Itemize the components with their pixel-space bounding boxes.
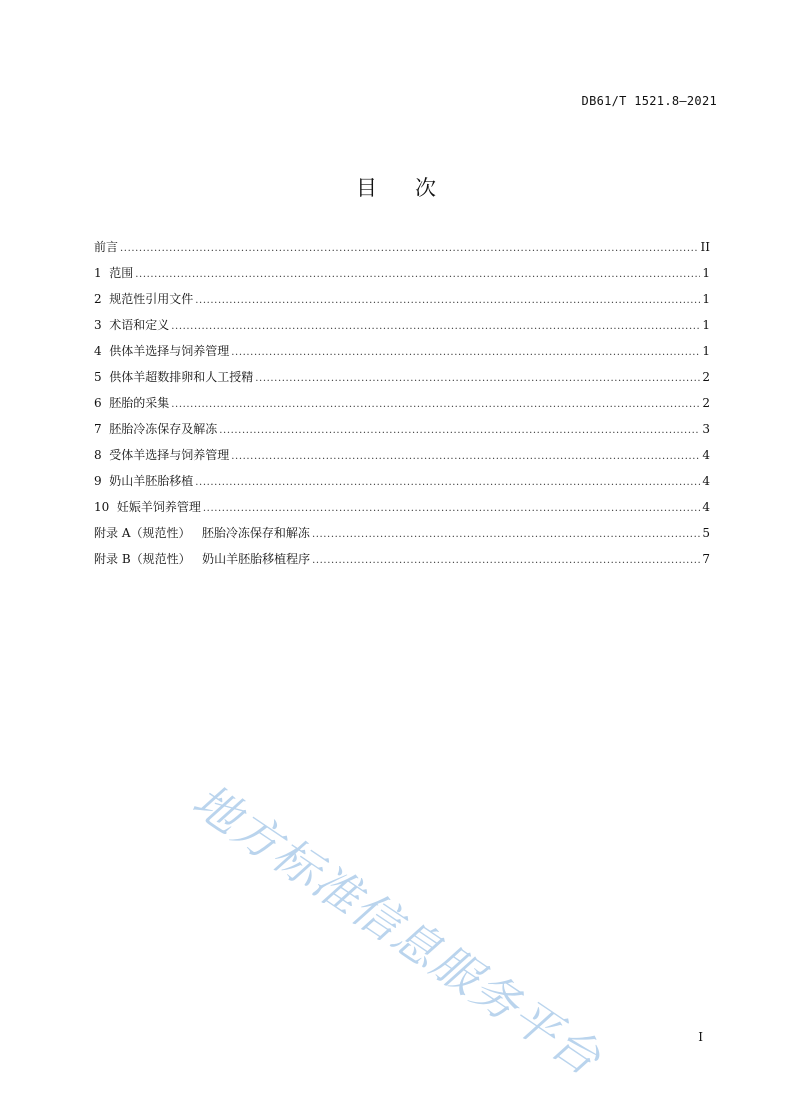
title-char-1: 目: [356, 176, 377, 200]
toc-entry-page: 1: [702, 266, 710, 280]
toc-entry-page: 4: [702, 500, 710, 514]
toc-entry[interactable]: [94, 316, 710, 342]
toc-leader-dots: [255, 373, 700, 384]
toc-entry-page: 1: [702, 318, 710, 332]
toc-entry-page: 1: [702, 292, 710, 306]
toc-entry-label: 7 胚胎冷冻保存及解冻: [94, 422, 218, 436]
toc-leader-dots: [219, 425, 700, 436]
toc-entry-page: 2: [702, 370, 710, 384]
toc-entry[interactable]: [94, 446, 710, 472]
toc-entry-page: II: [700, 240, 710, 254]
page-title: [0, 172, 792, 202]
toc-leader-dots: [312, 529, 700, 540]
toc-entry[interactable]: [94, 368, 710, 394]
toc-entry-label: 10 妊娠羊饲养管理: [94, 500, 201, 514]
toc-entry-label: 附录 A（规范性） 胚胎冷冻保存和解冻: [94, 526, 310, 540]
toc-entry-label: 附录 B（规范性） 奶山羊胚胎移植程序: [94, 552, 311, 566]
toc-entry[interactable]: [94, 342, 710, 368]
toc-entry-label: 1 范围: [94, 266, 134, 280]
title-char-2: 次: [415, 176, 436, 200]
watermark: 地方标准信息服务平台: [183, 773, 612, 1087]
toc-entry-page: 4: [702, 448, 710, 462]
toc-leader-dots: [171, 399, 700, 410]
toc-entry-label: 4 供体羊选择与饲养管理: [94, 344, 230, 358]
toc-entry-page: 3: [702, 422, 710, 436]
toc-entry-page: 1: [702, 344, 710, 358]
toc-entry-page: 2: [702, 396, 710, 410]
toc-leader-dots: [231, 347, 700, 358]
toc-entry[interactable]: [94, 524, 710, 550]
page-number: I: [698, 1030, 703, 1044]
toc-leader-dots: [120, 243, 699, 254]
toc-leader-dots: [231, 451, 700, 462]
toc-entry-label: 8 受体羊选择与饲养管理: [94, 448, 230, 462]
toc-entry[interactable]: [94, 550, 710, 576]
toc-entry-page: 7: [702, 552, 710, 566]
toc-leader-dots: [203, 503, 700, 514]
document-code: DB61/T 1521.8—2021: [581, 94, 717, 108]
toc-entry-label: 9 奶山羊胚胎移植: [94, 474, 194, 488]
toc-entry-page: 5: [702, 526, 710, 540]
toc-entry[interactable]: [94, 420, 710, 446]
toc-entry[interactable]: [94, 394, 710, 420]
toc-entry-label: 5 供体羊超数排卵和人工授精: [94, 370, 254, 384]
toc-entry[interactable]: [94, 498, 710, 524]
table-of-contents: [94, 238, 710, 576]
toc-entry-label: 2 规范性引用文件: [94, 292, 194, 306]
toc-entry[interactable]: [94, 264, 710, 290]
toc-leader-dots: [195, 295, 700, 306]
toc-entry-label: 6 胚胎的采集: [94, 396, 170, 410]
toc-leader-dots: [195, 477, 700, 488]
toc-entry-label: 3 术语和定义: [94, 318, 170, 332]
toc-leader-dots: [171, 321, 700, 332]
toc-entry-label: 前言: [94, 240, 119, 254]
toc-leader-dots: [135, 269, 700, 280]
toc-entry[interactable]: [94, 472, 710, 498]
toc-entry-page: 4: [702, 474, 710, 488]
toc-leader-dots: [312, 555, 700, 566]
toc-entry[interactable]: [94, 238, 710, 264]
toc-entry[interactable]: [94, 290, 710, 316]
